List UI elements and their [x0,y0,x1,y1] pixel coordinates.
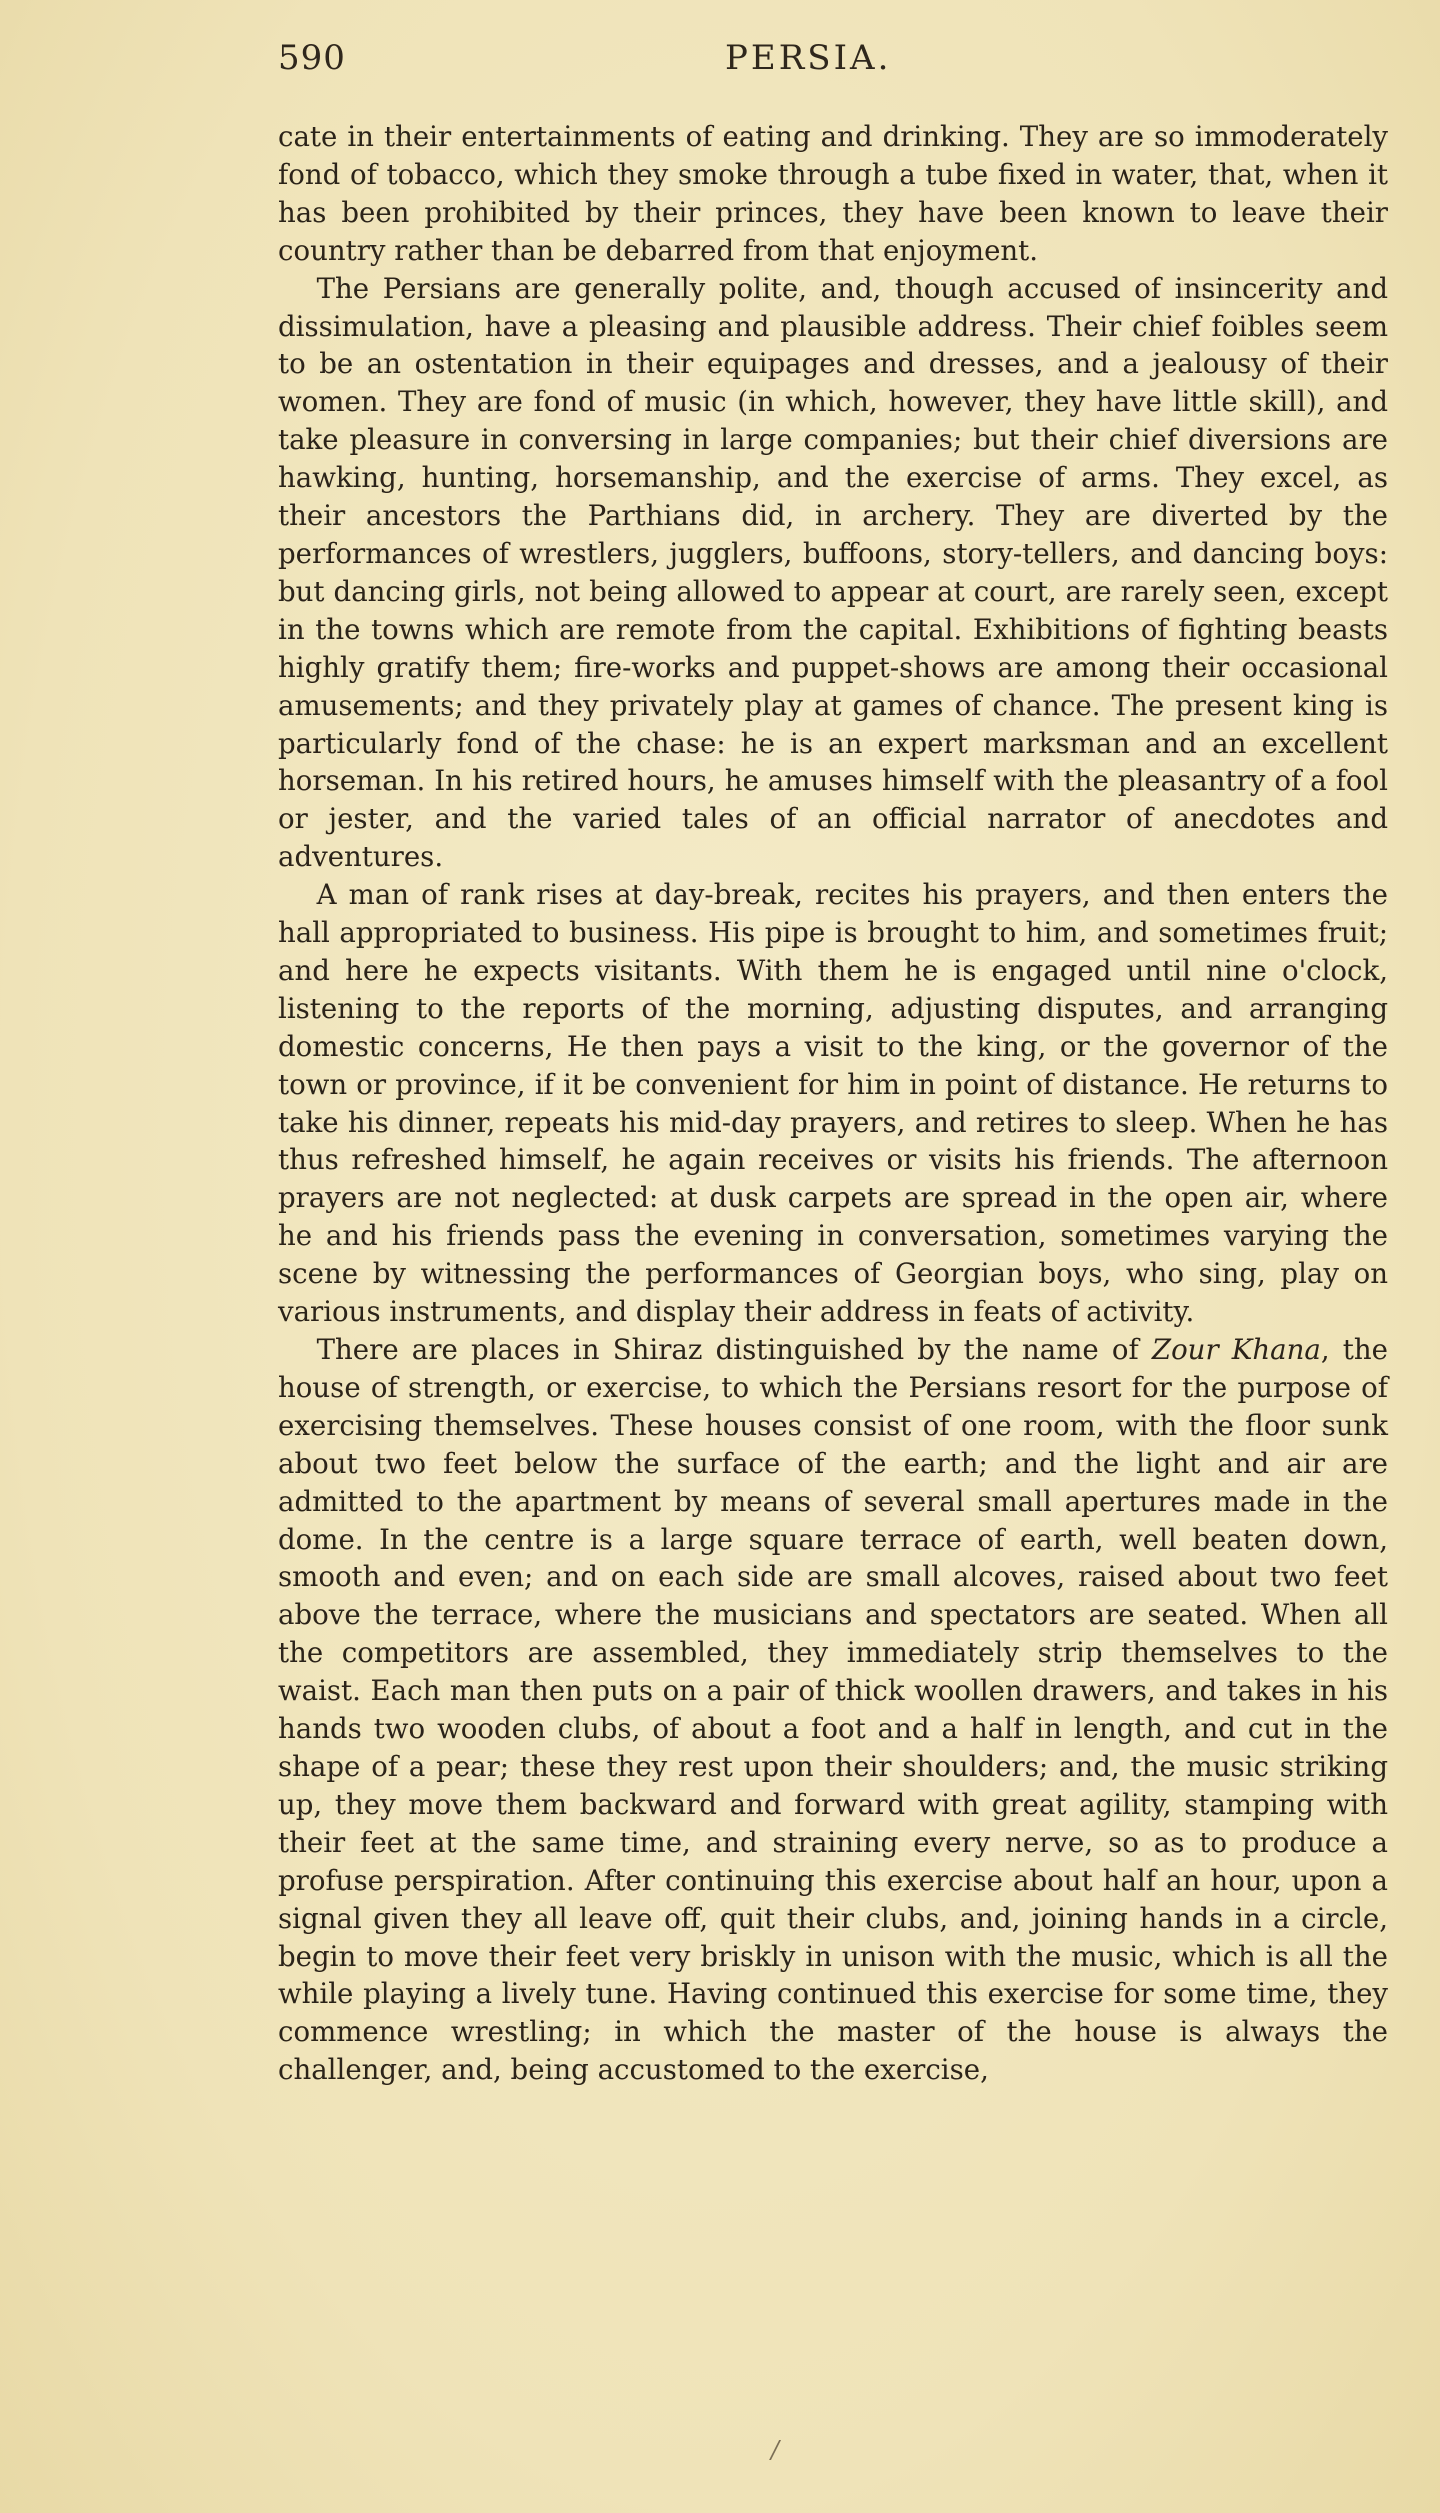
paragraph-4-lead: There are places in Shiraz distinguished by the name of [316,1333,1152,1366]
page-number: 590 [278,38,346,78]
paragraph-4 [278,1331,1388,2089]
running-head: PERSIA. [725,38,892,78]
paragraph-4-rest: , the house of strength, or exercise, to which the Persians resort for the purpose of exercising themselves. These houses consist of one room, with the floor sunk about two feet below the surface of the earth; and the light and air are admitted to the apartment by means of several small apertures made in the dome. In the centre is a large square terrace of earth, well beaten down, smooth and even; and on each side are small alcoves, raised about two feet above the terrace, where the musicians and spectators are seated. When all the competitors are assembled, they immediately strip themselves to the waist. Each man then puts on a pair of thick woollen drawers, and takes in his hands two wooden clubs, of about a foot and a half in length, and cut in the shape of a pear; these they rest upon their shoulders; and, the music striking up, they move them backward and forward with great agility, stamping with their feet at the same time, and straining every nerve, so as to produce a profuse perspiration. After continuing this exercise about half an hour, upon a signal given they all leave off, quit their clubs, and, joining hands in a circle, begin to move their feet very briskly in unison with the music, which is all the while playing a lively tune. Having continued this exercise for some time, they commence wrestling; in which the master of the house is always the challenger, and, being accustomed to the exercise, [278,1333,1388,2087]
stray-mark: / [771,2436,780,2464]
page-header [278,38,1388,98]
italic-term-zour-khana: Zour Khana [1151,1333,1321,1366]
paragraph-2: The Persians are generally polite, and, though accused of insincerity and dissimulation, have a pleasing and plausible address. Their chief foibles seem to be an ostentation in their equipages and dresses, and a jealousy of their women. They are fond of music (in which, however, they have little skill), and take pleasure in conversing in large companies; but their chief diversions are hawking, hunting, horsemanship, and the exercise of arms. They excel, as their ancestors the Parthians did, in archery. They are diverted by the performances of wrestlers, jugglers, buffoons, story-tellers, and dancing boys: but dancing girls, not being allowed to appear at court, are rarely seen, except in the towns which are remote from the capital. Exhibitions of fighting beasts highly gratify them; fire-works and puppet-shows are among their occasional amusements; and they privately play at games of chance. The present king is particularly fond of the chase: he is an expert marksman and an excellent horseman. In his retired hours, he amuses himself with the pleasantry of a fool or jester, and the varied tales of an official narrator of anecdotes and adventures. [278,271,1388,874]
paragraph-1: cate in their entertainments of eating and drinking. They are so immoderately fond of tobacco, which they smoke through a tube fixed in water, that, when it has been prohibited by their princes, they have been known to leave their country rather than be debarred from that enjoyment. [278,120,1388,267]
paragraph-3: A man of rank rises at day-break, recites his prayers, and then enters the hall appropriated to business. His pipe is brought to him, and sometimes fruit; and here he expects visitants. With them he is engaged until nine o'clock, listening to the reports of the morning, adjusting disputes, and arranging domestic concerns, He then pays a visit to the king, or the governor of the town or province, if it be convenient for him in point of distance. He returns to take his dinner, repeats his mid-day prayers, and retires to sleep. When he has thus refreshed himself, he again receives or visits his friends. The afternoon prayers are not neglected: at dusk carpets are spread in the open air, where he and his friends pass the evening in conversation, sometimes varying the scene by witnessing the performances of Georgian boys, who sing, play on various instruments, and display their address in feats of activity. [278,878,1388,1329]
body-text [278,118,1388,2089]
